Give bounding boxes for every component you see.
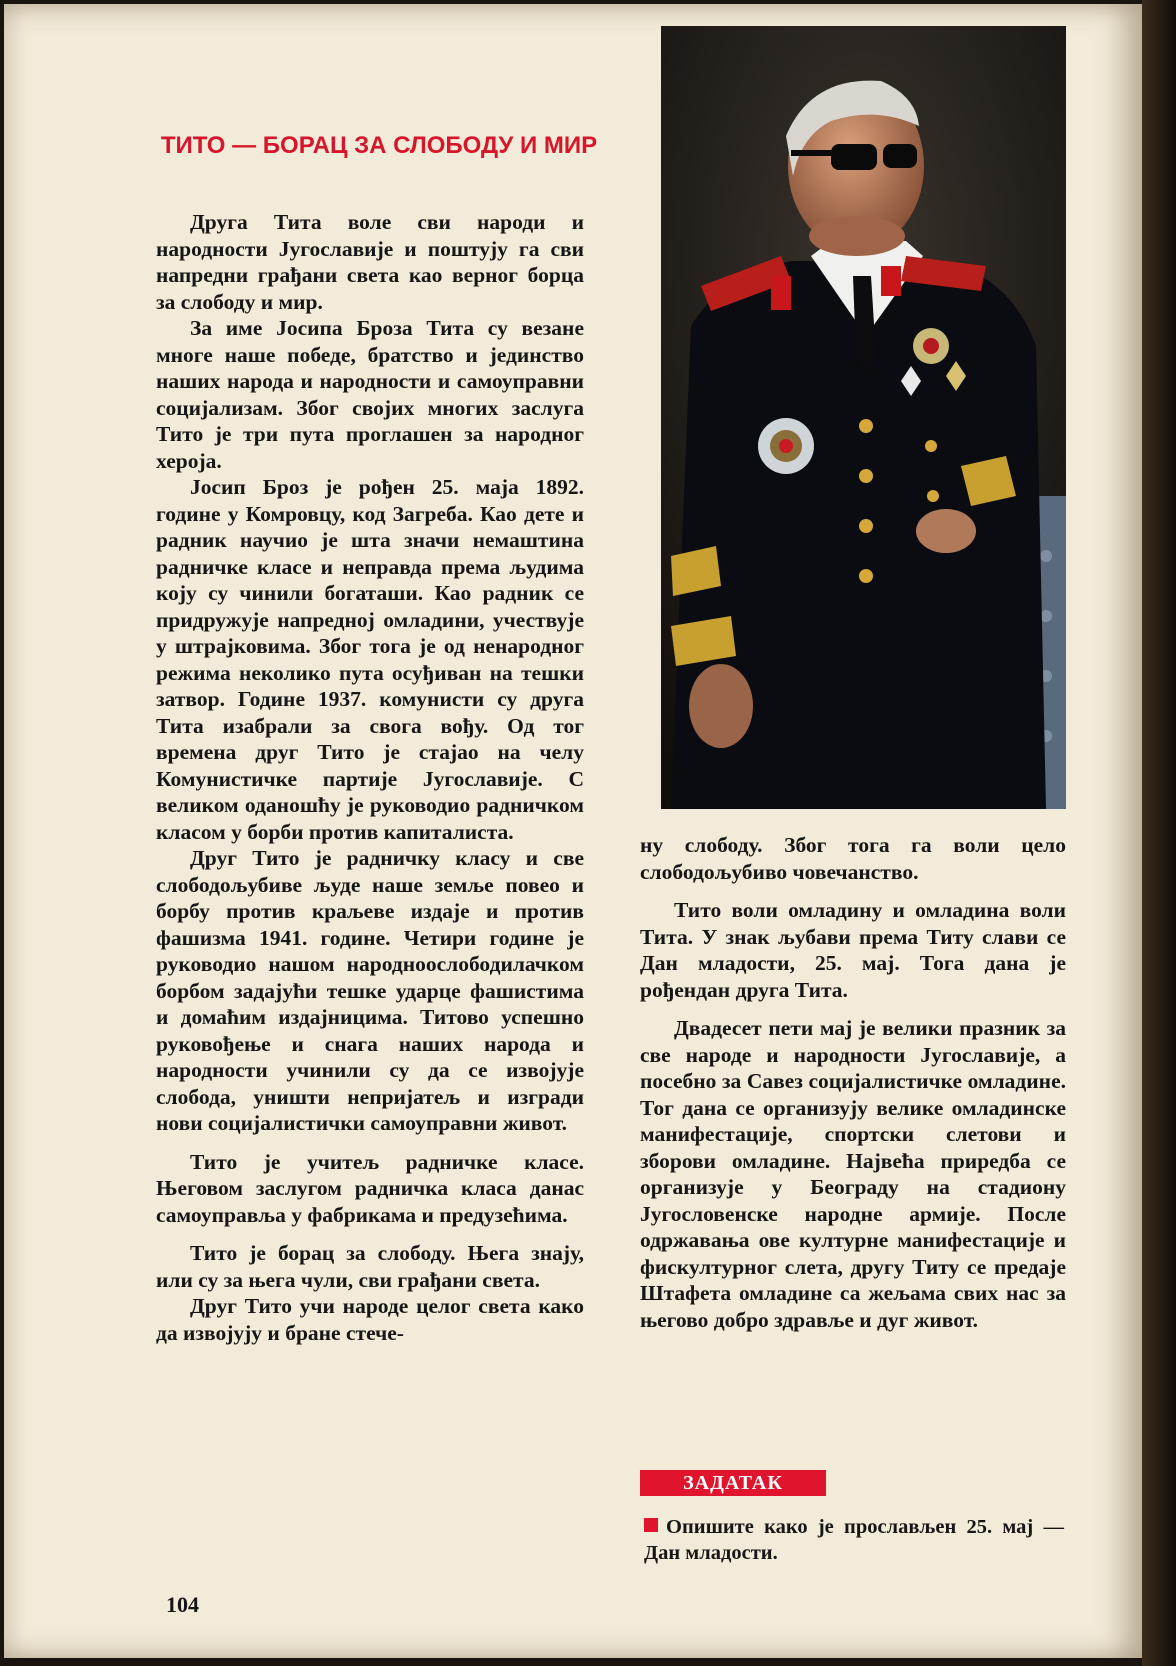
paragraph: За име Јосипа Броза Тита су везане многе наше победе, братство и јединство наших народа и народности и самоуправни социјализам. Због својих многих заслуга Тито је три пута проглашен за народног хероја. <box>156 316 584 473</box>
text-column-left <box>156 209 584 1346</box>
task-text: Опишите како је прослављен 25. мај — Дан младости. <box>644 1516 1064 1564</box>
paragraph: Друг Тито учи народе целог света како да извојују и бране стече- <box>156 1294 584 1345</box>
paragraph: Јосип Броз је рођен 25. маја 1892. године у Комровцу, код Загреба. Као дете и радник научио је шта значи немаштина радничке класе и неправда према људима коју су чинили богаташи. Као радник се придружује напредној омладини, учествује у штрајковима. Због тога је од ненародног режима неколико пута осуђиван на тешки затвор. Године 1937. комунисти су друга Тита изабрали за свога вођу. Од тог времена друг Тито је стајао на челу Комунистичке партије Југославије. С великом оданошћу је руководио радничком класом у борби против капиталиста. <box>156 475 584 844</box>
portrait-illustration <box>661 26 1066 809</box>
text-column-right <box>640 832 1066 1333</box>
task-item <box>644 1514 1064 1566</box>
paragraph: ну слободу. Због тога га воли цело слободољубиво човечанство. <box>640 833 1066 884</box>
paragraph: Тито воли омладину и омладина воли Тита. У знак љубави према Титу слави се Дан младости, 25. мај. Тога дана је рођендан друга Тита. <box>640 898 1066 1002</box>
book-spine-shadow <box>1142 0 1176 1666</box>
page-title: ТИТО — БОРАЦ ЗА СЛОБОДУ И МИР <box>160 132 598 159</box>
portrait-photo <box>661 26 1066 809</box>
square-bullet-icon <box>644 1518 658 1532</box>
paragraph: Тито је борац за слободу. Њега знају, или су за њега чули, сви грађани света. <box>156 1241 584 1292</box>
task-label: ЗАДАТАК <box>640 1470 826 1496</box>
paragraph: Двадесет пети мај је велики празник за све народе и народности Југославије, а посебно за Савез социјалистичке омладине. Тог дана се организују велике омладинске манифестације, спортски слетови и зборови омладине. Највећа приредба се организује у Београду на стадиону Југословенске народне армије. После одржавања ове културне манифестације и фискултурног слета, другу Титу се предаје Штафета омладине са жељама свих нас за његово добро здравље и дуг живот. <box>640 1016 1066 1332</box>
book-page <box>4 4 1142 1658</box>
paragraph: Друга Тита воле сви народи и народности Југославије и поштују га сви напредни грађани света као верног борца за слободу и мир. <box>156 210 584 314</box>
page-number: 104 <box>166 1592 199 1617</box>
paragraph: Тито је учитељ радничке класе. Његовом заслугом радничка класа данас самоуправља у фабрикама и предузећима. <box>156 1149 584 1227</box>
paragraph: Друг Тито је радничку класу и све слободољубиве људе наше земље повео и борбу против краљеве издаје и против фашизма 1941. године. Четири године је руководио нашом народноослободилачком борбом задајући тешке ударце фашистима и домаћим издајницима. Титово успешно руковођење и снага наших народа и народности учинили су да се извојује слобода, уништи непријатељ и изгради нови социјалистички самоуправни живот. <box>156 846 584 1135</box>
